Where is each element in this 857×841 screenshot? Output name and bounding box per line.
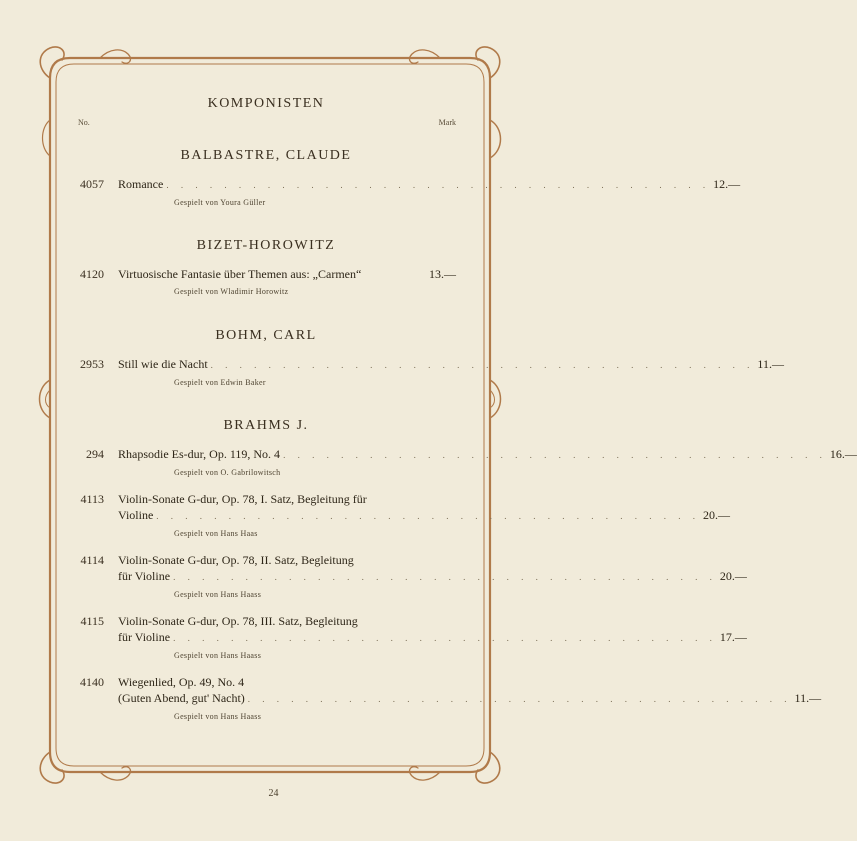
entry-title-line — [118, 690, 822, 707]
entry-title-line — [118, 552, 456, 568]
entry-title-line — [118, 507, 731, 524]
entry-number: 4113 — [80, 492, 104, 506]
entry-title: Violin-Sonate G-dur, Op. 78, III. Satz, Begleitung — [118, 614, 358, 628]
entry-title-line — [118, 446, 857, 463]
entry-title-line — [118, 266, 456, 282]
entry-price: 16.— — [829, 447, 857, 461]
entry-number: 2953 — [80, 357, 104, 371]
catalog-entry — [66, 491, 731, 542]
entry-title: für Violine — [118, 569, 171, 583]
entry-price: 17.— — [719, 630, 747, 644]
entry-performer: Gespielt von Hans Haass — [174, 651, 262, 660]
entry-title-line — [118, 568, 747, 585]
catalog-entry — [66, 552, 747, 603]
page-number: 24 — [268, 788, 279, 799]
entry-number: 4140 — [80, 675, 104, 689]
composer-name: BOHM, CARL — [215, 328, 317, 343]
catalog-entry — [66, 266, 466, 300]
catalog-entry — [66, 176, 741, 211]
entry-title-line — [118, 674, 456, 690]
dot-leader: . . . . . . . . . . . . . . . . . . . . . . . . . . . . . . . . . . . . . . — [247, 694, 792, 704]
entry-title: Violin-Sonate G-dur, Op. 78, II. Satz, Begleitung — [118, 553, 354, 567]
entry-price: 13.— — [429, 267, 456, 281]
column-header-number: No. — [78, 118, 90, 127]
entry-number: 4120 — [80, 267, 104, 281]
entry-performer: Gespielt von Edwin Baker — [174, 378, 266, 387]
catalog-entry — [66, 613, 747, 664]
composer-name: BIZET-HOROWITZ — [196, 238, 336, 253]
entry-title-line — [118, 356, 784, 373]
column-header-price: Mark — [438, 118, 456, 127]
entry-title: Wiegenlied, Op. 49, No. 4 — [118, 675, 245, 689]
entry-title-line — [118, 491, 456, 507]
entry-title: Romance — [118, 177, 164, 191]
entry-price: 20.— — [703, 508, 731, 522]
catalog-entry — [66, 674, 822, 725]
entry-performer: Gespielt von Wladimir Horowitz — [174, 287, 289, 296]
entry-title-line — [118, 613, 456, 629]
entry-title: Virtuosische Fantasie über Themen aus: „Carmen“ — [118, 267, 362, 281]
composer-section — [66, 146, 741, 211]
entry-performer: Gespielt von Hans Haass — [174, 590, 262, 599]
entry-price: 11.— — [794, 691, 822, 705]
page-title: KOMPONISTEN — [207, 96, 325, 111]
entry-price: 11.— — [757, 357, 784, 371]
dot-leader: . . . . . . . . . . . . . . . . . . . . . . . . . . . . . . . . . . . . . . — [210, 360, 755, 370]
entry-title-line — [118, 629, 747, 646]
dot-leader: . . . . . . . . . . . . . . . . . . . . . . . . . . . . . . . . . . . . . . — [173, 633, 717, 643]
entry-title: Rhapsodie Es-dur, Op. 119, No. 4 — [118, 447, 281, 461]
entry-title: Violin-Sonate G-dur, Op. 78, I. Satz, Begleitung für — [118, 492, 367, 506]
entry-performer: Gespielt von Hans Haass — [174, 712, 262, 721]
catalog-entry — [66, 356, 784, 391]
entry-performer: Gespielt von Youra Güller — [174, 198, 266, 207]
entry-number: 294 — [86, 447, 104, 461]
dot-leader: . . . . . . . . . . . . . . . . . . . . . . . . . . . . . . . . . . . . . . — [156, 511, 701, 521]
composer-section — [66, 326, 784, 391]
entry-title: für Violine — [118, 630, 171, 644]
dot-leader: . . . . . . . . . . . . . . . . . . . . . . . . . . . . . . . . . . . . . . — [166, 180, 711, 190]
entry-price: 20.— — [719, 569, 747, 583]
composer-section — [66, 416, 857, 725]
entry-title: Still wie die Nacht — [118, 357, 208, 371]
entry-number: 4114 — [80, 553, 104, 567]
catalog-entry — [66, 446, 857, 481]
dot-leader: . . . . . . . . . . . . . . . . . . . . . . . . . . . . . . . . . . . . . . — [173, 572, 717, 582]
entry-performer: Gespielt von Hans Haas — [174, 529, 258, 538]
entry-performer: Gespielt von O. Gabrilowitsch — [174, 468, 281, 477]
entry-number: 4115 — [80, 614, 104, 628]
composer-name: BALBASTRE, CLAUDE — [180, 148, 352, 163]
entry-price: 12.— — [713, 177, 741, 191]
dot-leader: . . . . . . . . . . . . . . . . . . . . . . . . . . . . . . . . . . . . . . — [283, 450, 827, 460]
entry-title-line — [118, 176, 741, 193]
entry-title: (Guten Abend, gut' Nacht) — [118, 691, 245, 705]
entry-number: 4057 — [80, 177, 104, 191]
composer-section — [66, 236, 466, 300]
entry-title: Violine — [118, 508, 154, 522]
composer-name: BRAHMS J. — [223, 418, 309, 433]
